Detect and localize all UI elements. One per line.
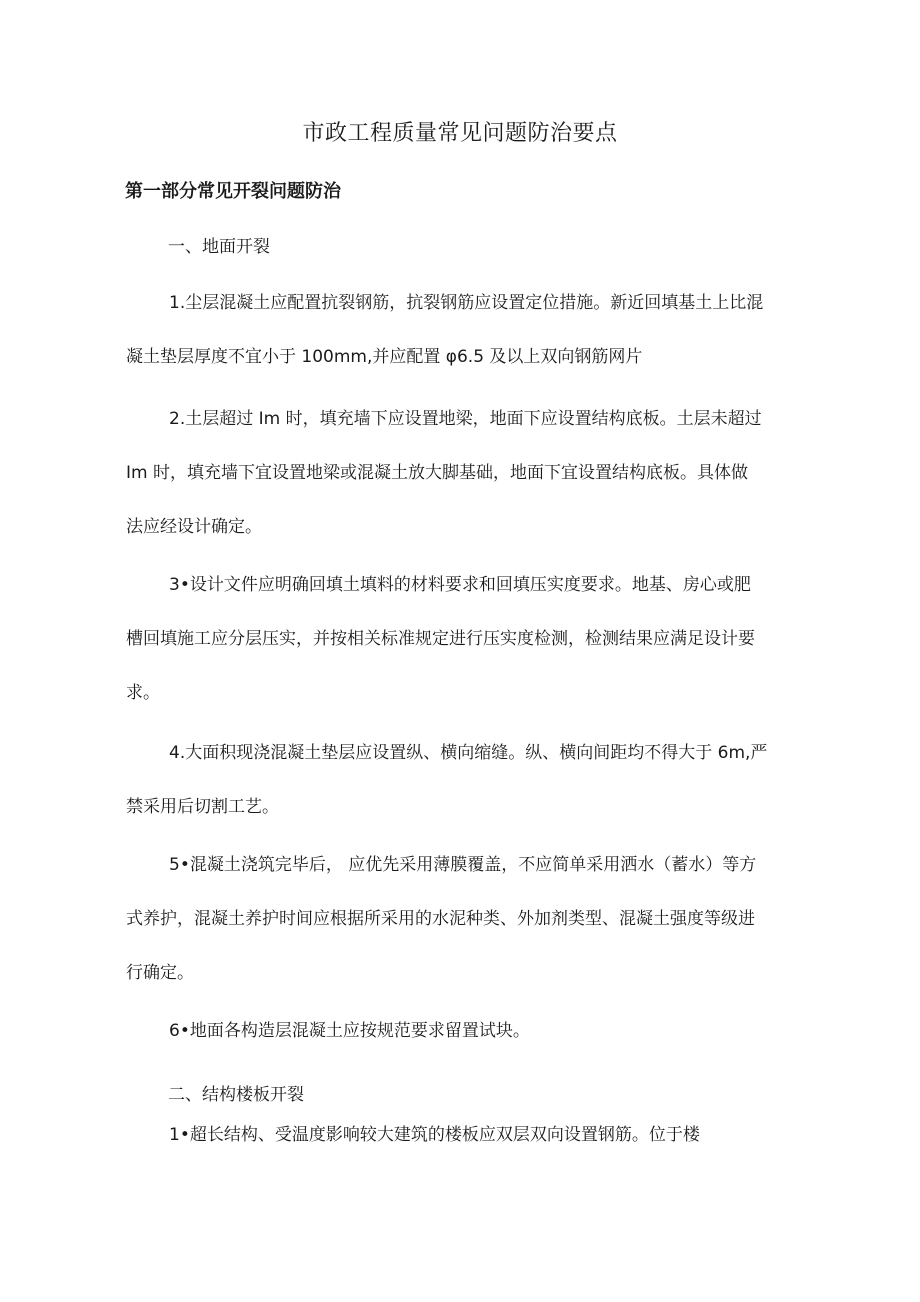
section-heading-floor-slab-cracking: 二、结构楼板开裂	[168, 1085, 304, 1105]
paragraph-line: 凝土垫层厚度不宜小于 100mm,并应配置 φ6.5 及以上双向钢筋网片	[126, 347, 643, 367]
paragraph-line: 1.尘层混凝土应配置抗裂钢筋，抗裂钢筋应设置定位措施。新近回填基土上比混	[169, 293, 764, 313]
paragraph-7	[126, 1108, 866, 1162]
paragraph-3	[126, 558, 866, 720]
paragraph-line: 5•混凝土浇筑完毕后， 应优先采用薄膜覆盖，不应简单采用洒水（蓄水）等方	[169, 855, 757, 875]
part-heading: 第一部分常见开裂问题防治	[125, 181, 341, 202]
paragraph-2	[126, 392, 866, 554]
paragraph-line: 行确定。	[126, 963, 194, 983]
paragraph-line: 1•超长结构、受温度影响较大建筑的楼板应双层双向设置钢筋。位于楼	[169, 1125, 700, 1145]
paragraph-4	[126, 726, 866, 834]
paragraph-line: 6•地面各构造层混凝土应按规范要求留置试块。	[169, 1021, 530, 1041]
paragraph-line: 2.土层超过 Im 时，填充墙下应设置地梁，地面下应设置结构底板。土层未超过	[169, 409, 762, 429]
document-title: 市政工程质量常见问题防治要点	[302, 121, 618, 146]
paragraph-line: 求。	[126, 683, 160, 703]
paragraph-line: 法应经设计确定。	[126, 517, 262, 537]
paragraph-6	[126, 1004, 866, 1058]
paragraph-line: 式养护，混凝土养护时间应根据所采用的水泥种类、外加剂类型、混凝土强度等级进	[126, 909, 755, 929]
paragraph-line: 禁采用后切割工艺。	[126, 797, 279, 817]
paragraph-1	[126, 276, 866, 384]
paragraph-line: 3•设计文件应明确回填土填料的材料要求和回填压实度要求。地基、房心或肥	[169, 575, 751, 595]
paragraph-line: Im 时，填充墙下宜设置地梁或混凝土放大脚基础，地面下宜设置结构底板。具体做	[126, 463, 748, 483]
section-heading-ground-cracking: 一、地面开裂	[168, 237, 270, 257]
paragraph-5	[126, 838, 866, 1000]
paragraph-line: 4.大面积现浇混凝土垫层应设置纵、横向缩缝。纵、横向间距均不得大于 6m,严	[169, 743, 768, 763]
paragraph-line: 槽回填施工应分层压实，并按相关标准规定进行压实度检测，检测结果应满足设计要	[126, 629, 755, 649]
